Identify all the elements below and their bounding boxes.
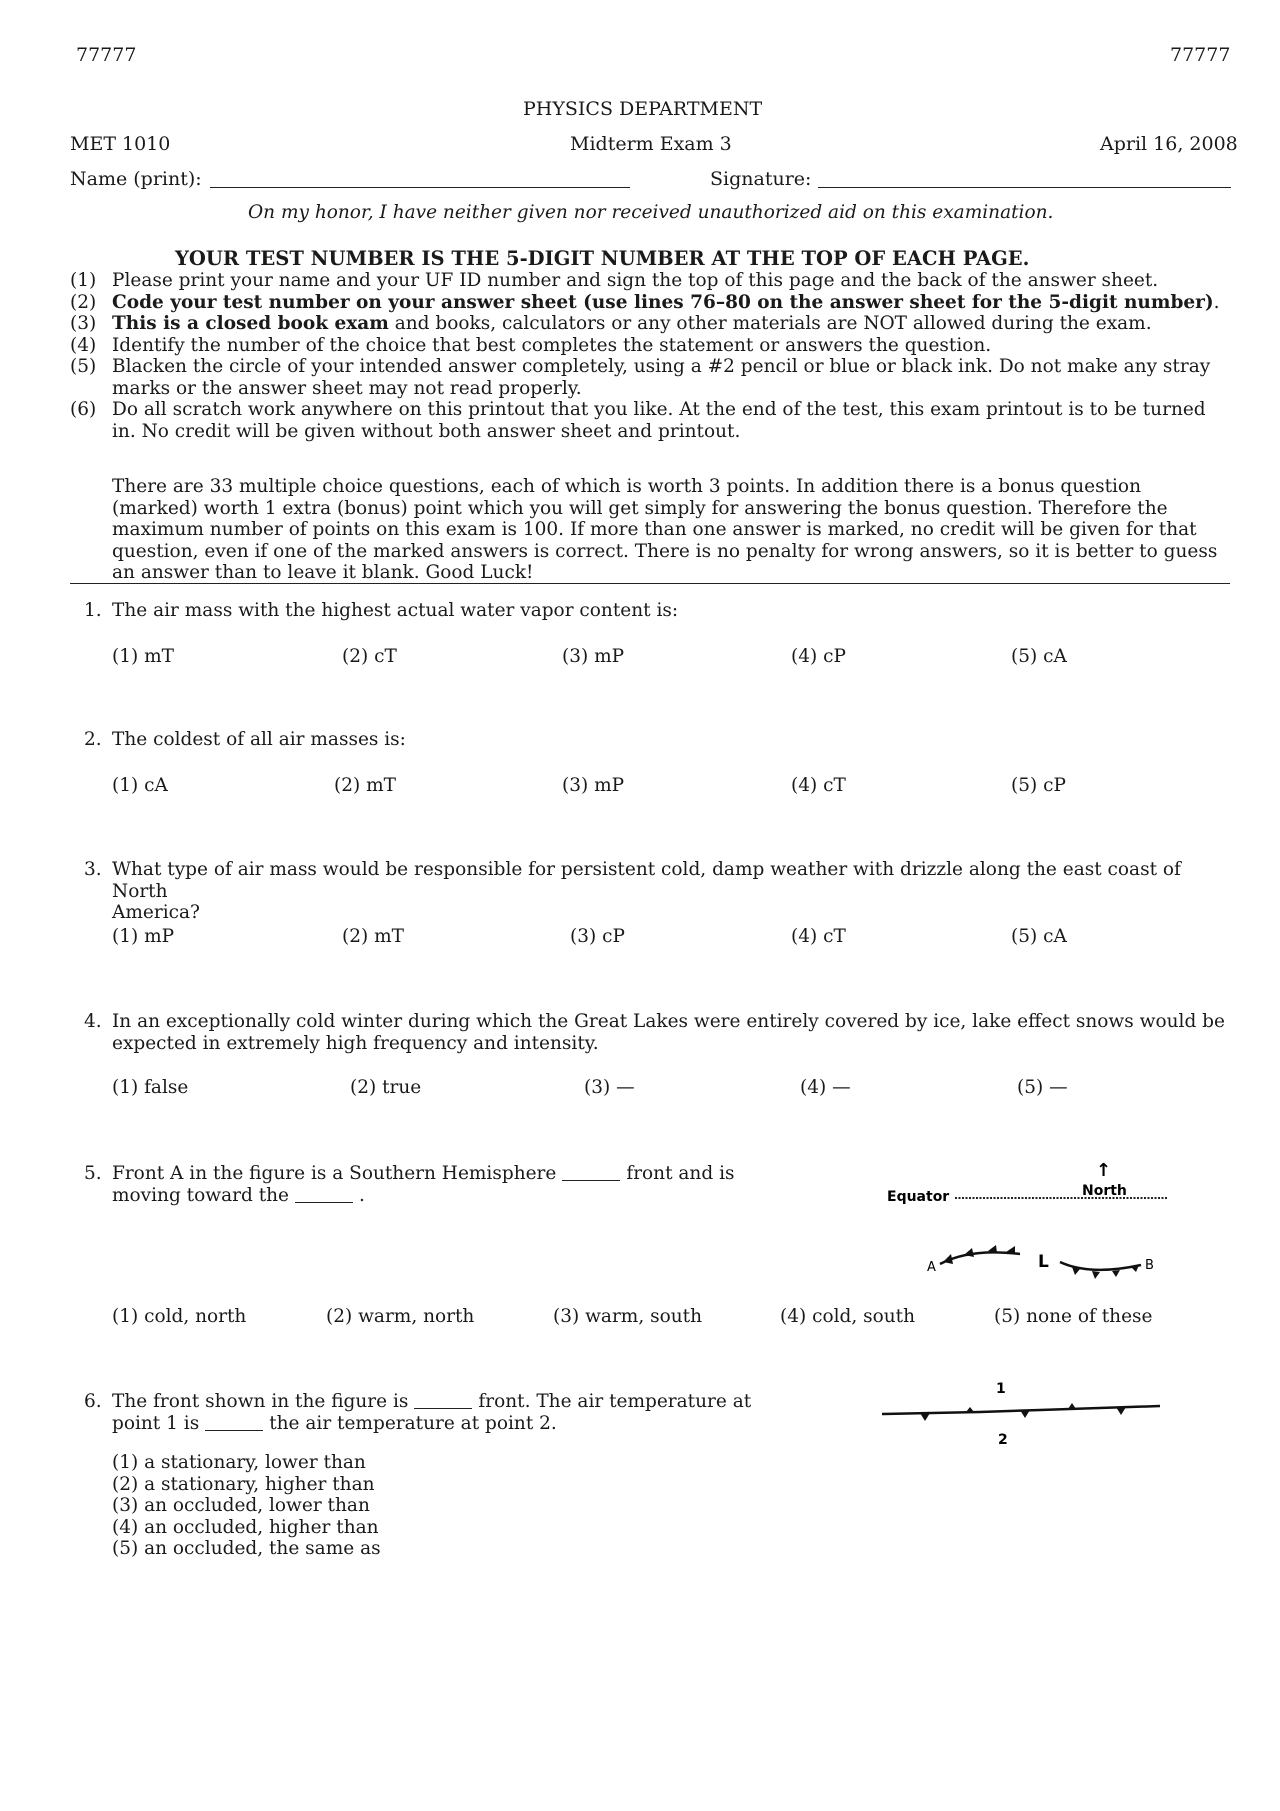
q5-option-2[interactable]: (2) warm, north xyxy=(326,1306,475,1327)
question-text-part: front. The air temperature at xyxy=(478,1391,752,1412)
question-number: 6. xyxy=(84,1391,102,1412)
q4-option-1[interactable]: (1) false xyxy=(112,1077,189,1098)
question-6 xyxy=(84,1391,784,1435)
question-text-part: point 1 is xyxy=(112,1412,200,1434)
department-title: PHYSICS DEPARTMENT xyxy=(523,98,763,120)
question-text-part: front and is xyxy=(626,1163,735,1184)
q6-option-4[interactable]: (4) an occluded, higher than xyxy=(112,1516,379,1538)
instruction-text: Blacken the circle of your intended answer completely, using a #2 pencil or blue or black ink. Do not make any stray marks or the answer sheet may not read properly. xyxy=(112,356,1211,399)
q3-option-1[interactable]: (1) mP xyxy=(112,926,175,947)
instruction-bold: Code your test number on your answer sheet (use lines 76–80 on the answer sheet for the 5-digit number) xyxy=(112,291,1214,313)
question-text xyxy=(112,1391,792,1434)
instruction-text: Please print your name and your UF ID number and sign the top of this page and the back of the answer sheet. xyxy=(112,270,1159,291)
question-text-part: . xyxy=(359,1184,365,1206)
instruction-text: . xyxy=(1213,291,1220,313)
q2-option-1[interactable]: (1) cA xyxy=(112,775,168,796)
front-semicircle xyxy=(1068,1403,1076,1409)
q2-option-2[interactable]: (2) mT xyxy=(334,775,396,796)
q1-option-2[interactable]: (2) cT xyxy=(342,646,397,667)
question-number: 2. xyxy=(84,729,102,750)
instruction-number: (2) xyxy=(70,291,97,313)
signature-field[interactable] xyxy=(818,187,1231,188)
q3-option-4[interactable]: (4) cT xyxy=(791,926,846,947)
instruction-item xyxy=(70,292,1230,314)
question-text: The air mass with the highest actual water vapor content is: xyxy=(112,600,679,621)
q6-option-5[interactable]: (5) an occluded, the same as xyxy=(112,1538,381,1559)
front-b-line xyxy=(1060,1262,1141,1270)
instructions-heading: YOUR TEST NUMBER IS THE 5-DIGIT NUMBER AT THE TOP OF EACH PAGE. xyxy=(175,247,1030,270)
q1-option-1[interactable]: (1) mT xyxy=(112,646,174,667)
question-text xyxy=(112,1163,792,1206)
point-1-label: 1 xyxy=(996,1381,1006,1397)
q4-option-5[interactable]: (5) — xyxy=(1017,1077,1068,1098)
answer-blank xyxy=(295,1188,353,1203)
question-text xyxy=(112,859,1230,924)
front-triangle xyxy=(1020,1410,1030,1418)
q4-option-3[interactable]: (3) — xyxy=(584,1077,635,1098)
north-arrow-icon: ↑ xyxy=(1096,1160,1112,1181)
question-text xyxy=(112,1011,1230,1054)
instruction-item xyxy=(70,270,1230,292)
test-number-left: 77777 xyxy=(76,44,137,66)
instructions-list xyxy=(70,270,1230,442)
q1-option-5[interactable]: (5) cA xyxy=(1011,646,1067,667)
q6-option-1[interactable]: (1) a stationary, lower than xyxy=(112,1452,366,1473)
question-number: 1. xyxy=(84,600,102,621)
instruction-text: Do all scratch work anywhere on this printout that you like. At the end of the test, this exam printout is to be turned in. No credit will be given without both answer sheet and printout. xyxy=(112,399,1206,442)
honor-statement: On my honor, I have neither given nor received unauthorized aid on this examination. xyxy=(248,202,1054,223)
instruction-number: (4) xyxy=(70,334,97,356)
question-number: 4. xyxy=(84,1011,102,1032)
q2-option-3[interactable]: (3) mP xyxy=(562,775,625,796)
q6-option-2[interactable]: (2) a stationary, higher than xyxy=(112,1473,375,1495)
question-text-line: America? xyxy=(112,902,200,923)
q3-option-5[interactable]: (5) cA xyxy=(1011,926,1067,947)
question-text: The coldest of all air masses is: xyxy=(112,729,406,750)
name-label: Name (print): xyxy=(70,168,202,190)
cold-front-triangle xyxy=(1092,1271,1100,1279)
signature-label: Signature: xyxy=(710,168,812,190)
question-3 xyxy=(84,859,1230,923)
question-5 xyxy=(84,1163,784,1207)
q5-option-5[interactable]: (5) none of these xyxy=(994,1306,1153,1327)
exam-title: Midterm Exam 3 xyxy=(570,133,732,155)
question-4 xyxy=(84,1011,1230,1055)
question-number: 5. xyxy=(84,1163,102,1184)
instruction-item xyxy=(70,399,1230,442)
cold-front-triangle xyxy=(1112,1270,1120,1277)
q6-option-3[interactable]: (3) an occluded, lower than xyxy=(112,1495,370,1516)
instruction-item xyxy=(70,356,1230,399)
q1-option-4[interactable]: (4) cP xyxy=(791,646,846,667)
front-triangle xyxy=(920,1413,930,1421)
instruction-number: (6) xyxy=(70,399,97,420)
q3-option-2[interactable]: (2) mT xyxy=(342,926,404,947)
front-map-figure xyxy=(885,1158,1175,1288)
q2-option-5[interactable]: (5) cP xyxy=(1011,775,1066,796)
front-b-label: B xyxy=(1145,1258,1154,1273)
q1-option-3[interactable]: (3) mP xyxy=(562,646,625,667)
name-field[interactable] xyxy=(210,187,630,188)
equator-label: Equator xyxy=(887,1189,950,1205)
q6-options xyxy=(112,1452,381,1560)
test-number-right: 77777 xyxy=(1170,44,1231,66)
question-number: 3. xyxy=(84,859,102,880)
question-text-line: expected in extremely high frequency and intensity. xyxy=(112,1032,599,1054)
question-text-part: the air temperature at point 2. xyxy=(269,1412,557,1434)
stationary-front-figure xyxy=(880,1375,1170,1450)
q3-option-3[interactable]: (3) cP xyxy=(570,926,625,947)
instruction-text: and books, calculators or any other materials are NOT allowed during the exam. xyxy=(388,313,1152,334)
front-triangle xyxy=(1116,1407,1126,1415)
answer-blank xyxy=(205,1416,263,1431)
instruction-number: (5) xyxy=(70,356,97,377)
q5-option-1[interactable]: (1) cold, north xyxy=(112,1306,247,1327)
instruction-item xyxy=(70,335,1230,357)
q4-option-4[interactable]: (4) — xyxy=(800,1077,851,1098)
answer-blank xyxy=(414,1394,472,1409)
question-text-part: moving toward the xyxy=(112,1184,289,1206)
instruction-text: Identify the number of the choice that best completes the statement or answers the question. xyxy=(112,334,992,356)
instruction-number: (3) xyxy=(70,313,97,334)
north-label: North xyxy=(1082,1183,1127,1199)
divider xyxy=(70,583,1230,584)
exam-date: April 16, 2008 xyxy=(1100,133,1238,155)
question-text-line: What type of air mass would be responsible for persistent cold, damp weather with drizzle along the east coast of North xyxy=(112,859,1181,902)
q5-option-4[interactable]: (4) cold, south xyxy=(780,1306,916,1327)
answer-blank xyxy=(562,1166,620,1181)
question-text-part: Front A in the figure is a Southern Hemisphere xyxy=(112,1163,557,1184)
q2-option-4[interactable]: (4) cT xyxy=(791,775,846,796)
question-text-part: The front shown in the figure is xyxy=(112,1391,409,1412)
q4-option-2[interactable]: (2) true xyxy=(350,1077,422,1098)
instruction-item xyxy=(70,313,1230,335)
question-text-line: In an exceptionally cold winter during which the Great Lakes were entirely covered by ice, lake effect snows would be xyxy=(112,1011,1225,1032)
front-a-label: A xyxy=(927,1260,936,1275)
front-semicircle xyxy=(966,1407,974,1412)
instructions-paragraph: There are 33 multiple choice questions, each of which is worth 3 points. In addition there is a bonus question (marked) worth 1 extra (bonus) point which you will get simply for answering the bonus question. Therefore the maximum number of points on this exam is 100. If more than one answer is marked, no credit will be given for that question, even if one of the marked answers is correct. There is no penalty for wrong answers, so it is better to guess an answer than to leave it blank. Good Luck! xyxy=(112,476,1218,583)
course-code: MET 1010 xyxy=(70,133,171,155)
instruction-number: (1) xyxy=(70,270,97,291)
q5-option-3[interactable]: (3) warm, south xyxy=(553,1306,702,1327)
low-pressure-label: L xyxy=(1038,1252,1049,1272)
point-2-label: 2 xyxy=(998,1432,1008,1448)
instruction-bold: This is a closed book exam xyxy=(112,313,389,334)
